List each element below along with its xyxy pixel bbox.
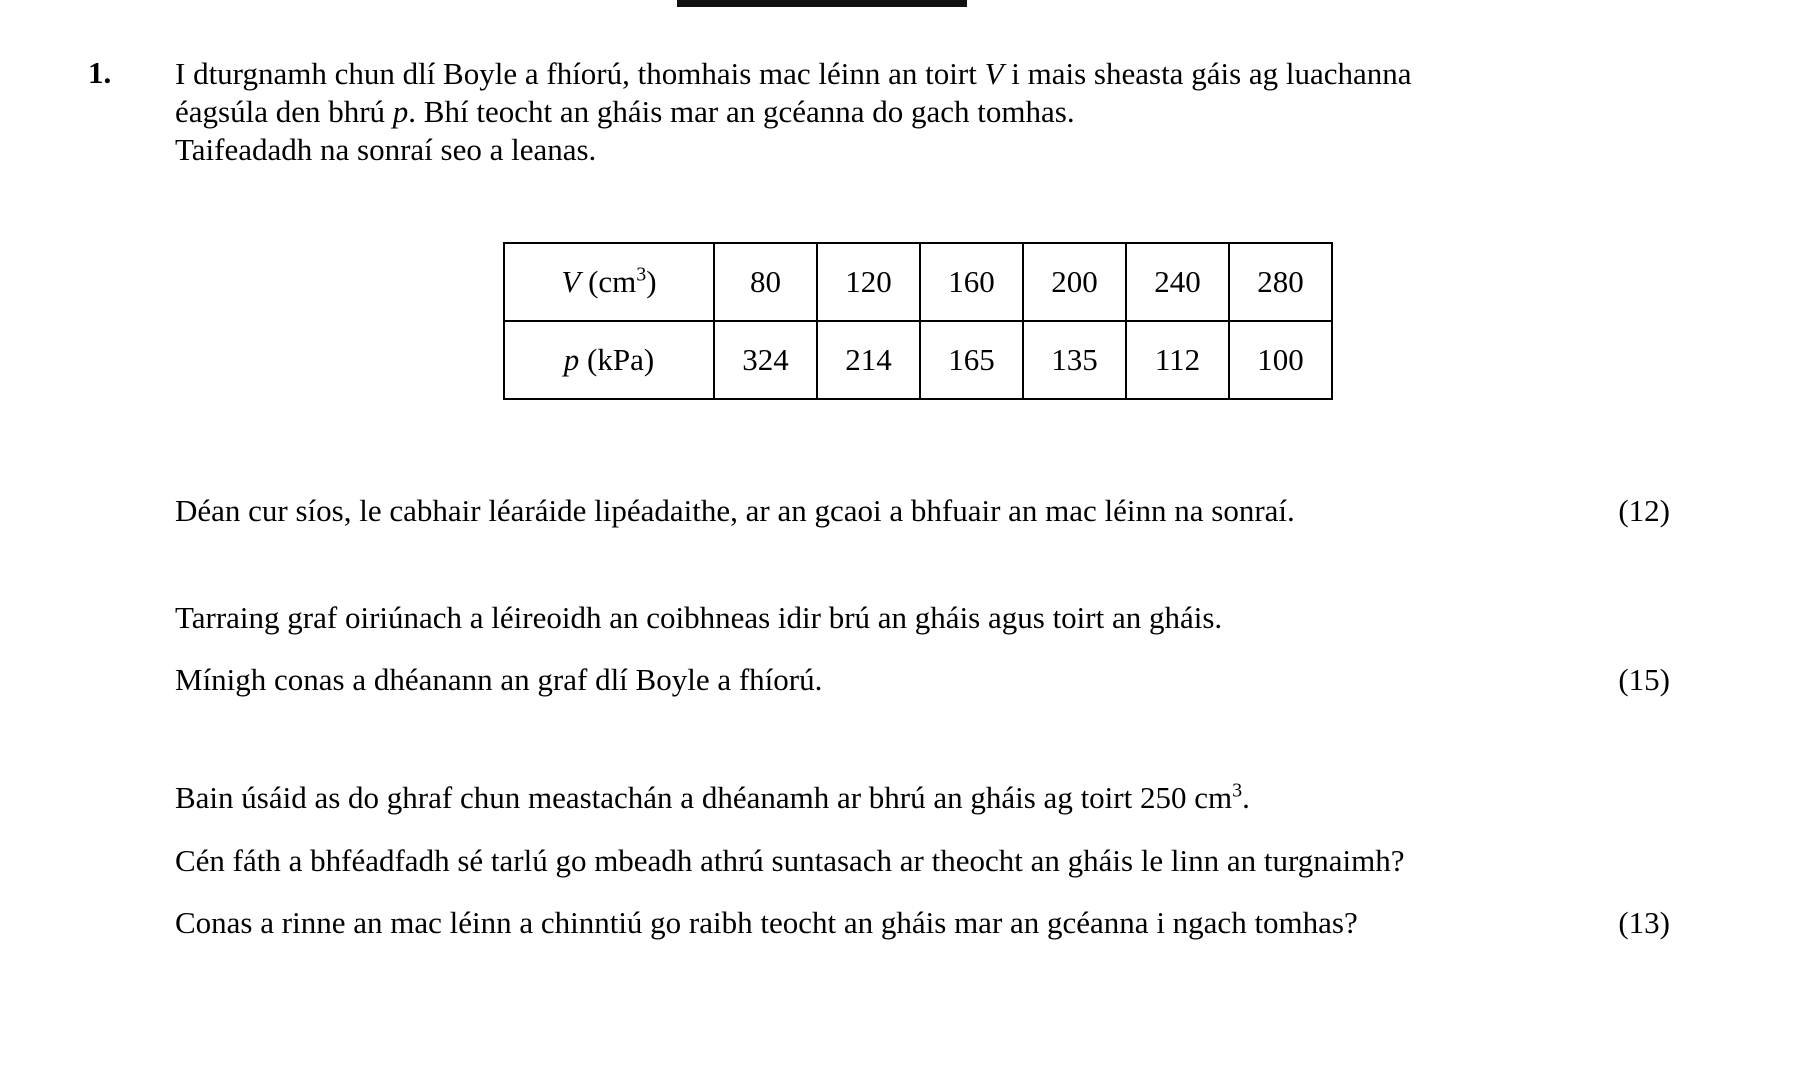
volume-unit-pre: (cm <box>580 264 637 299</box>
part-b-line2-text: Mínigh conas a dhéanann an graf dlí Boyle a fhíorú. <box>175 662 823 697</box>
part-c-line1-text: Bain úsáid as do ghraf chun meastachán a dhéanamh ar bhrú an gháis ag toirt 250 cm <box>175 780 1233 815</box>
volume-unit-post: ) <box>646 264 657 299</box>
question-part-a <box>175 493 1670 533</box>
table-cell-p6: 100 <box>1229 321 1332 399</box>
row-label-pressure <box>504 321 714 399</box>
table-cell-v5: 240 <box>1126 243 1229 321</box>
part-a-text: Déan cur síos, le cabhair léaráide lipéadaithe, ar an gcaoi a bhfuair an mac léinn na sonraí. <box>175 493 1295 528</box>
data-table <box>503 242 1333 400</box>
table-cell-v4: 200 <box>1023 243 1126 321</box>
part-c-exponent: 3 <box>1232 779 1243 802</box>
part-c-marks: (13) <box>1618 905 1670 940</box>
table-cell-p1: 324 <box>714 321 817 399</box>
table-cell-v1: 80 <box>714 243 817 321</box>
row-label-volume <box>504 243 714 321</box>
intro-line1-tail: i mais sheasta gáis ag luachanna <box>1003 56 1412 91</box>
variable-p: p <box>392 94 409 129</box>
table-cell-p4: 135 <box>1023 321 1126 399</box>
part-c-line2-text: Cén fáth a bhféadfadh sé tarlú go mbeadh athrú suntasach ar theocht an gháis le linn an turgnaimh? <box>175 843 1405 878</box>
table-cell-p3: 165 <box>920 321 1023 399</box>
question-number: 1. <box>88 55 112 90</box>
question-part-c-line2 <box>175 843 1670 883</box>
table-cell-p5: 112 <box>1126 321 1229 399</box>
question-part-b-line2 <box>175 662 1670 702</box>
volume-symbol: V <box>561 264 581 299</box>
table-cell-v3: 160 <box>920 243 1023 321</box>
part-b-marks: (15) <box>1618 662 1670 697</box>
question-part-c-line3 <box>175 905 1670 945</box>
table-row-volume <box>504 243 1332 321</box>
pressure-symbol: p <box>563 342 580 377</box>
pressure-unit: (kPa) <box>579 342 655 377</box>
intro-line1-text: I dturgnamh chun dlí Boyle a fhíorú, thomhais mac léinn an toirt <box>175 56 985 91</box>
part-b-line1-text: Tarraing graf oiriúnach a léireoidh an coibhneas idir brú an gháis agus toirt an gháis. <box>175 600 1223 635</box>
table-cell-v2: 120 <box>817 243 920 321</box>
question-intro-paragraph <box>175 55 1685 169</box>
part-a-marks: (12) <box>1618 493 1670 528</box>
table-cell-p2: 214 <box>817 321 920 399</box>
question-part-b-line1 <box>175 600 1670 640</box>
variable-V: V <box>984 56 1004 91</box>
intro-line2-text: éagsúla den bhrú <box>175 94 393 129</box>
intro-line3-text: Taifeadadh na sonraí seo a leanas. <box>175 132 597 167</box>
question-part-c-line1 <box>175 780 1670 820</box>
volume-unit-exponent: 3 <box>636 263 647 286</box>
table-row-pressure <box>504 321 1332 399</box>
table-cell-v6: 280 <box>1229 243 1332 321</box>
top-rule-divider <box>677 0 967 7</box>
part-c-line3-text: Conas a rinne an mac léinn a chinntiú go raibh teocht an gháis mar an gcéanna i ngach tomhas? <box>175 905 1358 940</box>
intro-line2-tail: . Bhí teocht an gháis mar an gcéanna do gach tomhas. <box>408 94 1075 129</box>
part-c-line1-tail: . <box>1242 780 1250 815</box>
